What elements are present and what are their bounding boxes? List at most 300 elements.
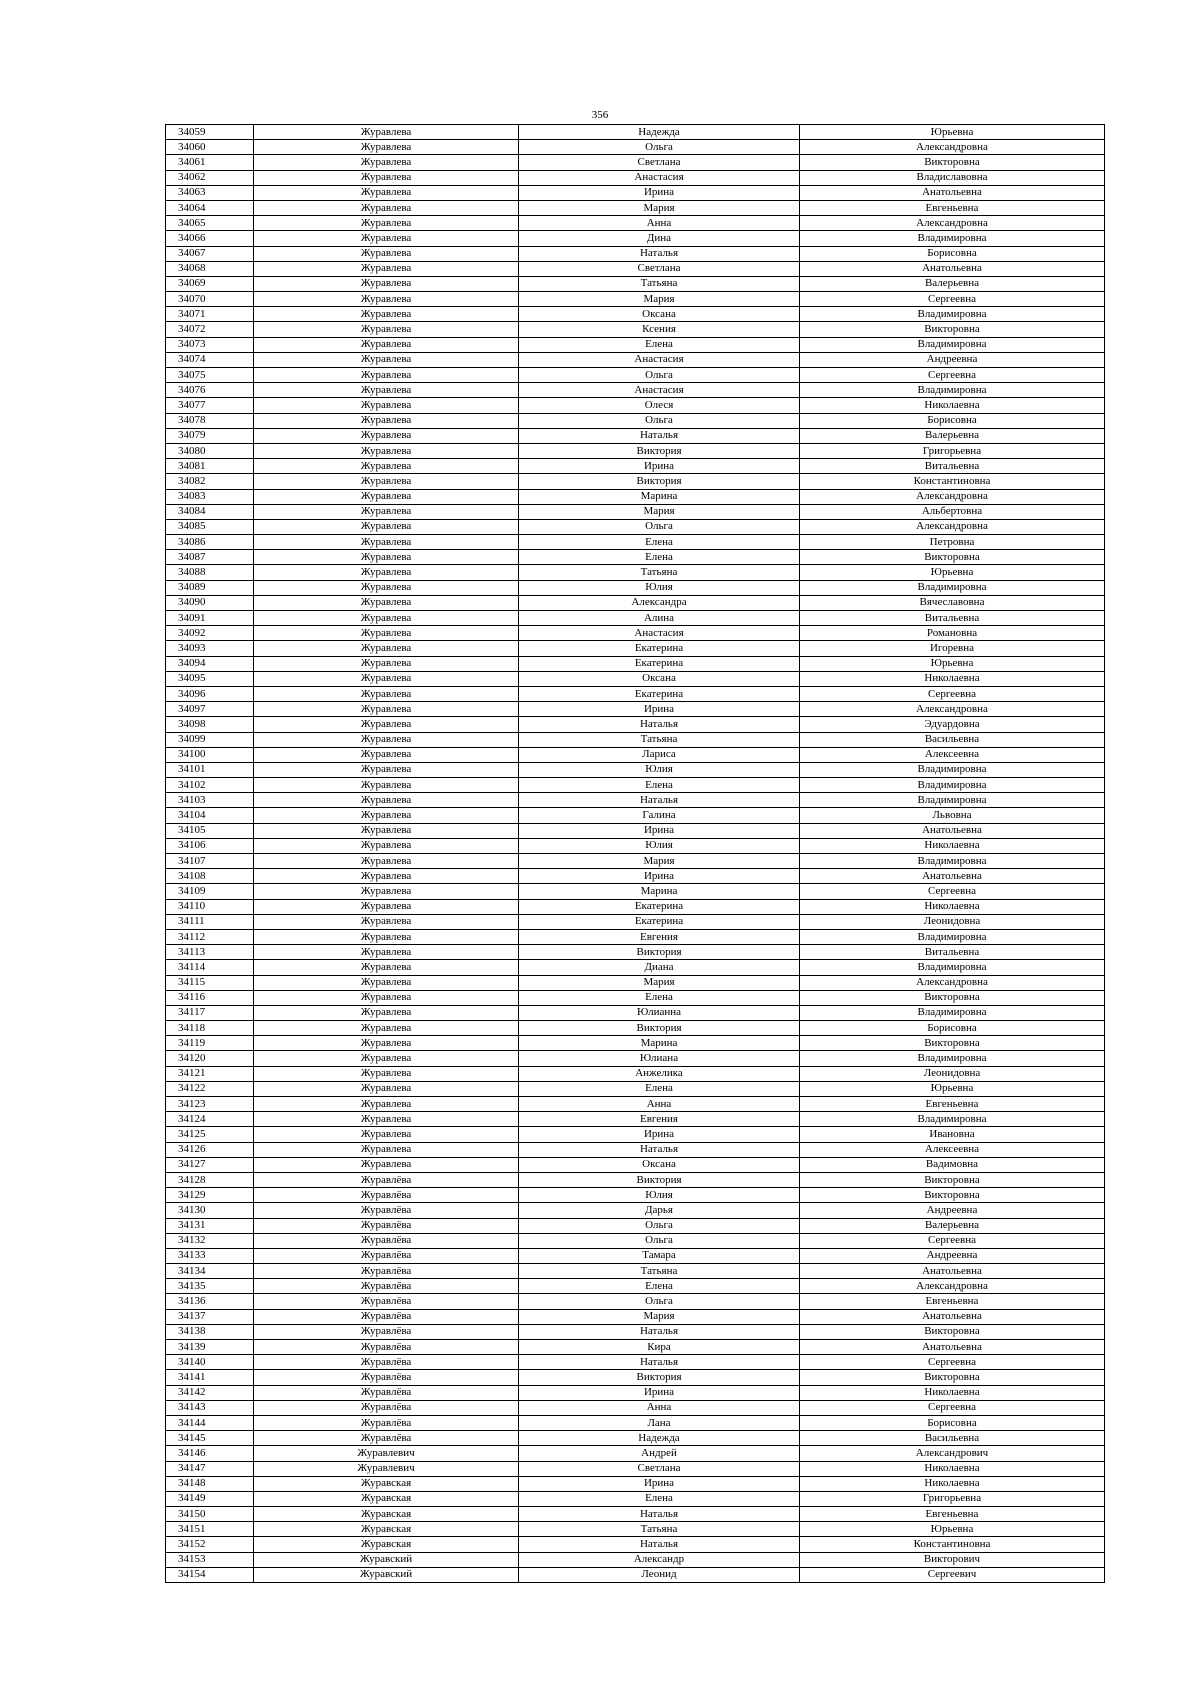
records-body	[166, 125, 1105, 1583]
surname-cell: Журавская	[254, 1476, 519, 1491]
patronymic-cell: Витальевна	[800, 459, 1105, 474]
patronymic-cell: Борисовна	[800, 413, 1105, 428]
table-row	[166, 626, 1105, 641]
first-name-cell: Юлианна	[519, 1005, 800, 1020]
surname-cell: Журавлева	[254, 884, 519, 899]
table-row	[166, 1021, 1105, 1036]
surname-cell: Журавская	[254, 1522, 519, 1537]
patronymic-cell: Леонидовна	[800, 1066, 1105, 1081]
table-row	[166, 732, 1105, 747]
patronymic-cell: Леонидовна	[800, 914, 1105, 929]
table-row	[166, 945, 1105, 960]
first-name-cell: Наталья	[519, 793, 800, 808]
record-number-cell: 34079	[166, 428, 254, 443]
first-name-cell: Татьяна	[519, 565, 800, 580]
surname-cell: Журавлёва	[254, 1400, 519, 1415]
surname-cell: Журавлёва	[254, 1415, 519, 1430]
surname-cell: Журавлева	[254, 550, 519, 565]
record-number-cell: 34065	[166, 216, 254, 231]
table-row	[166, 1476, 1105, 1491]
surname-cell: Журавлева	[254, 960, 519, 975]
table-row	[166, 535, 1105, 550]
table-row	[166, 383, 1105, 398]
surname-cell: Журавлева	[254, 383, 519, 398]
patronymic-cell: Николаевна	[800, 671, 1105, 686]
first-name-cell: Екатерина	[519, 656, 800, 671]
record-number-cell: 34070	[166, 292, 254, 307]
first-name-cell: Ольга	[519, 368, 800, 383]
surname-cell: Журавлёва	[254, 1203, 519, 1218]
table-row	[166, 231, 1105, 246]
patronymic-cell: Сергеевна	[800, 368, 1105, 383]
patronymic-cell: Сергеевна	[800, 884, 1105, 899]
table-row	[166, 762, 1105, 777]
first-name-cell: Марина	[519, 1036, 800, 1051]
record-number-cell: 34094	[166, 656, 254, 671]
patronymic-cell: Юрьевна	[800, 1081, 1105, 1096]
record-number-cell: 34117	[166, 1005, 254, 1020]
first-name-cell: Евгения	[519, 929, 800, 944]
surname-cell: Журавлёва	[254, 1324, 519, 1339]
first-name-cell: Надежда	[519, 1431, 800, 1446]
table-row	[166, 565, 1105, 580]
first-name-cell: Евгения	[519, 1112, 800, 1127]
record-number-cell: 34136	[166, 1294, 254, 1309]
surname-cell: Журавлева	[254, 1051, 519, 1066]
surname-cell: Журавлева	[254, 611, 519, 626]
table-row	[166, 428, 1105, 443]
surname-cell: Журавлева	[254, 945, 519, 960]
patronymic-cell: Валерьевна	[800, 428, 1105, 443]
record-number-cell: 34137	[166, 1309, 254, 1324]
patronymic-cell: Викторовна	[800, 1172, 1105, 1187]
surname-cell: Журавлева	[254, 793, 519, 808]
surname-cell: Журавлева	[254, 1005, 519, 1020]
record-number-cell: 34132	[166, 1233, 254, 1248]
first-name-cell: Оксана	[519, 671, 800, 686]
surname-cell: Журавлёва	[254, 1340, 519, 1355]
patronymic-cell: Владимировна	[800, 1112, 1105, 1127]
record-number-cell: 34120	[166, 1051, 254, 1066]
surname-cell: Журавлева	[254, 246, 519, 261]
record-number-cell: 34142	[166, 1385, 254, 1400]
table-row	[166, 990, 1105, 1005]
first-name-cell: Ольга	[519, 1294, 800, 1309]
first-name-cell: Алина	[519, 611, 800, 626]
first-name-cell: Анастасия	[519, 383, 800, 398]
record-number-cell: 34128	[166, 1172, 254, 1187]
table-row	[166, 580, 1105, 595]
first-name-cell: Ольга	[519, 519, 800, 534]
surname-cell: Журавлева	[254, 489, 519, 504]
table-row	[166, 1431, 1105, 1446]
surname-cell: Журавлева	[254, 595, 519, 610]
first-name-cell: Оксана	[519, 1157, 800, 1172]
patronymic-cell: Николаевна	[800, 398, 1105, 413]
record-number-cell: 34101	[166, 762, 254, 777]
surname-cell: Журавлева	[254, 1112, 519, 1127]
record-number-cell: 34123	[166, 1097, 254, 1112]
first-name-cell: Ольга	[519, 1218, 800, 1233]
surname-cell: Журавлева	[254, 1142, 519, 1157]
table-row	[166, 869, 1105, 884]
record-number-cell: 34129	[166, 1188, 254, 1203]
surname-cell: Журавлева	[254, 292, 519, 307]
record-number-cell: 34125	[166, 1127, 254, 1142]
record-number-cell: 34067	[166, 246, 254, 261]
patronymic-cell: Андреевна	[800, 352, 1105, 367]
record-number-cell: 34147	[166, 1461, 254, 1476]
first-name-cell: Анастасия	[519, 170, 800, 185]
record-number-cell: 34116	[166, 990, 254, 1005]
table-row	[166, 1537, 1105, 1552]
surname-cell: Журавлева	[254, 717, 519, 732]
table-row	[166, 686, 1105, 701]
first-name-cell: Оксана	[519, 307, 800, 322]
record-number-cell: 34152	[166, 1537, 254, 1552]
patronymic-cell: Александровна	[800, 1279, 1105, 1294]
patronymic-cell: Николаевна	[800, 1385, 1105, 1400]
patronymic-cell: Викторовна	[800, 322, 1105, 337]
surname-cell: Журавлева	[254, 702, 519, 717]
record-number-cell: 34121	[166, 1066, 254, 1081]
table-row	[166, 125, 1105, 140]
surname-cell: Журавский	[254, 1552, 519, 1567]
patronymic-cell: Вячеславовна	[800, 595, 1105, 610]
patronymic-cell: Александровна	[800, 140, 1105, 155]
table-row	[166, 838, 1105, 853]
surname-cell: Журавский	[254, 1567, 519, 1582]
table-row	[166, 443, 1105, 458]
surname-cell: Журавлева	[254, 747, 519, 762]
surname-cell: Журавлева	[254, 1127, 519, 1142]
record-number-cell: 34114	[166, 960, 254, 975]
surname-cell: Журавлева	[254, 428, 519, 443]
surname-cell: Журавлева	[254, 778, 519, 793]
first-name-cell: Мария	[519, 854, 800, 869]
first-name-cell: Анжелика	[519, 1066, 800, 1081]
record-number-cell: 34135	[166, 1279, 254, 1294]
record-number-cell: 34100	[166, 747, 254, 762]
patronymic-cell: Александровна	[800, 489, 1105, 504]
table-row	[166, 1172, 1105, 1187]
table-row	[166, 793, 1105, 808]
record-number-cell: 34154	[166, 1567, 254, 1582]
first-name-cell: Мария	[519, 504, 800, 519]
surname-cell: Журавлева	[254, 732, 519, 747]
patronymic-cell: Анатольевна	[800, 185, 1105, 200]
table-row	[166, 504, 1105, 519]
patronymic-cell: Анатольевна	[800, 823, 1105, 838]
first-name-cell: Татьяна	[519, 276, 800, 291]
record-number-cell: 34074	[166, 352, 254, 367]
surname-cell: Журавлева	[254, 459, 519, 474]
record-number-cell: 34134	[166, 1264, 254, 1279]
record-number-cell: 34115	[166, 975, 254, 990]
record-number-cell: 34099	[166, 732, 254, 747]
table-row	[166, 185, 1105, 200]
surname-cell: Журавлева	[254, 565, 519, 580]
surname-cell: Журавлёва	[254, 1248, 519, 1263]
patronymic-cell: Юрьевна	[800, 1522, 1105, 1537]
table-row	[166, 1157, 1105, 1172]
patronymic-cell: Владимировна	[800, 383, 1105, 398]
patronymic-cell: Николаевна	[800, 899, 1105, 914]
surname-cell: Журавлёва	[254, 1385, 519, 1400]
first-name-cell: Дина	[519, 231, 800, 246]
first-name-cell: Надежда	[519, 125, 800, 140]
surname-cell: Журавлева	[254, 808, 519, 823]
first-name-cell: Марина	[519, 489, 800, 504]
table-row	[166, 200, 1105, 215]
patronymic-cell: Владимировна	[800, 580, 1105, 595]
table-row	[166, 671, 1105, 686]
record-number-cell: 34072	[166, 322, 254, 337]
first-name-cell: Лана	[519, 1415, 800, 1430]
patronymic-cell: Ивановна	[800, 1127, 1105, 1142]
first-name-cell: Мария	[519, 292, 800, 307]
record-number-cell: 34107	[166, 854, 254, 869]
table-row	[166, 1264, 1105, 1279]
first-name-cell: Анна	[519, 216, 800, 231]
first-name-cell: Кира	[519, 1340, 800, 1355]
first-name-cell: Анна	[519, 1400, 800, 1415]
table-row	[166, 368, 1105, 383]
record-number-cell: 34124	[166, 1112, 254, 1127]
patronymic-cell: Сергеевна	[800, 1355, 1105, 1370]
surname-cell: Журавлёва	[254, 1188, 519, 1203]
patronymic-cell: Андреевна	[800, 1248, 1105, 1263]
patronymic-cell: Николаевна	[800, 1476, 1105, 1491]
first-name-cell: Татьяна	[519, 1522, 800, 1537]
patronymic-cell: Юрьевна	[800, 656, 1105, 671]
first-name-cell: Александра	[519, 595, 800, 610]
table-row	[166, 747, 1105, 762]
table-row	[166, 1294, 1105, 1309]
table-row	[166, 595, 1105, 610]
table-row	[166, 1188, 1105, 1203]
first-name-cell: Ирина	[519, 702, 800, 717]
patronymic-cell: Григорьевна	[800, 443, 1105, 458]
patronymic-cell: Александровна	[800, 519, 1105, 534]
patronymic-cell: Викторович	[800, 1552, 1105, 1567]
surname-cell: Журавлёва	[254, 1294, 519, 1309]
table-row	[166, 1309, 1105, 1324]
record-number-cell: 34092	[166, 626, 254, 641]
surname-cell: Журавлева	[254, 975, 519, 990]
first-name-cell: Наталья	[519, 1537, 800, 1552]
surname-cell: Журавлева	[254, 1081, 519, 1096]
record-number-cell: 34075	[166, 368, 254, 383]
patronymic-cell: Сергеевна	[800, 686, 1105, 701]
patronymic-cell: Сергеевна	[800, 292, 1105, 307]
patronymic-cell: Александрович	[800, 1446, 1105, 1461]
surname-cell: Журавлева	[254, 185, 519, 200]
record-number-cell: 34084	[166, 504, 254, 519]
record-number-cell: 34089	[166, 580, 254, 595]
table-row	[166, 975, 1105, 990]
table-row	[166, 1112, 1105, 1127]
table-row	[166, 170, 1105, 185]
surname-cell: Журавлева	[254, 914, 519, 929]
surname-cell: Журавлева	[254, 838, 519, 853]
table-row	[166, 1552, 1105, 1567]
record-number-cell: 34064	[166, 200, 254, 215]
first-name-cell: Елена	[519, 1081, 800, 1096]
patronymic-cell: Анатольевна	[800, 261, 1105, 276]
first-name-cell: Екатерина	[519, 641, 800, 656]
table-row	[166, 292, 1105, 307]
first-name-cell: Елена	[519, 990, 800, 1005]
table-row	[166, 717, 1105, 732]
table-row	[166, 1005, 1105, 1020]
patronymic-cell: Александровна	[800, 975, 1105, 990]
record-number-cell: 34078	[166, 413, 254, 428]
first-name-cell: Анастасия	[519, 626, 800, 641]
surname-cell: Журавлевич	[254, 1461, 519, 1476]
surname-cell: Журавлева	[254, 443, 519, 458]
record-number-cell: 34119	[166, 1036, 254, 1051]
first-name-cell: Виктория	[519, 474, 800, 489]
surname-cell: Журавлева	[254, 626, 519, 641]
patronymic-cell: Николаевна	[800, 1461, 1105, 1476]
first-name-cell: Лариса	[519, 747, 800, 762]
table-row	[166, 1233, 1105, 1248]
record-number-cell: 34146	[166, 1446, 254, 1461]
patronymic-cell: Евгеньевна	[800, 200, 1105, 215]
first-name-cell: Юлия	[519, 580, 800, 595]
record-number-cell: 34098	[166, 717, 254, 732]
patronymic-cell: Сергеевна	[800, 1233, 1105, 1248]
table-row	[166, 1340, 1105, 1355]
record-number-cell: 34090	[166, 595, 254, 610]
first-name-cell: Наталья	[519, 717, 800, 732]
first-name-cell: Ольга	[519, 140, 800, 155]
first-name-cell: Татьяна	[519, 732, 800, 747]
first-name-cell: Светлана	[519, 261, 800, 276]
patronymic-cell: Владимировна	[800, 960, 1105, 975]
first-name-cell: Юлия	[519, 1188, 800, 1203]
patronymic-cell: Викторовна	[800, 1188, 1105, 1203]
table-row	[166, 1355, 1105, 1370]
patronymic-cell: Викторовна	[800, 1036, 1105, 1051]
patronymic-cell: Валерьевна	[800, 276, 1105, 291]
surname-cell: Журавская	[254, 1537, 519, 1552]
first-name-cell: Наталья	[519, 1507, 800, 1522]
first-name-cell: Елена	[519, 778, 800, 793]
record-number-cell: 34077	[166, 398, 254, 413]
patronymic-cell: Владимировна	[800, 854, 1105, 869]
surname-cell: Журавлевич	[254, 1446, 519, 1461]
table-row	[166, 854, 1105, 869]
table-row	[166, 1446, 1105, 1461]
patronymic-cell: Евгеньевна	[800, 1507, 1105, 1522]
first-name-cell: Мария	[519, 975, 800, 990]
table-row	[166, 459, 1105, 474]
table-row	[166, 398, 1105, 413]
table-row	[166, 1036, 1105, 1051]
table-row	[166, 1203, 1105, 1218]
surname-cell: Журавлева	[254, 200, 519, 215]
record-number-cell: 34085	[166, 519, 254, 534]
record-number-cell: 34104	[166, 808, 254, 823]
record-number-cell: 34106	[166, 838, 254, 853]
table-row	[166, 413, 1105, 428]
record-number-cell: 34093	[166, 641, 254, 656]
record-number-cell: 34063	[166, 185, 254, 200]
surname-cell: Журавлева	[254, 580, 519, 595]
first-name-cell: Ирина	[519, 185, 800, 200]
first-name-cell: Юлия	[519, 838, 800, 853]
record-number-cell: 34138	[166, 1324, 254, 1339]
surname-cell: Журавлёва	[254, 1355, 519, 1370]
patronymic-cell: Викторовна	[800, 155, 1105, 170]
record-number-cell: 34110	[166, 899, 254, 914]
surname-cell: Журавлева	[254, 762, 519, 777]
surname-cell: Журавлёва	[254, 1264, 519, 1279]
record-number-cell: 34118	[166, 1021, 254, 1036]
first-name-cell: Ксения	[519, 322, 800, 337]
patronymic-cell: Александровна	[800, 702, 1105, 717]
table-row	[166, 1279, 1105, 1294]
record-number-cell: 34109	[166, 884, 254, 899]
patronymic-cell: Анатольевна	[800, 1264, 1105, 1279]
record-number-cell: 34102	[166, 778, 254, 793]
record-number-cell: 34143	[166, 1400, 254, 1415]
record-number-cell: 34068	[166, 261, 254, 276]
surname-cell: Журавлева	[254, 519, 519, 534]
first-name-cell: Ирина	[519, 1385, 800, 1400]
record-number-cell: 34126	[166, 1142, 254, 1157]
surname-cell: Журавлёва	[254, 1279, 519, 1294]
patronymic-cell: Романовна	[800, 626, 1105, 641]
record-number-cell: 34059	[166, 125, 254, 140]
record-number-cell: 34145	[166, 1431, 254, 1446]
record-number-cell: 34151	[166, 1522, 254, 1537]
table-row	[166, 322, 1105, 337]
record-number-cell: 34139	[166, 1340, 254, 1355]
record-number-cell: 34081	[166, 459, 254, 474]
record-number-cell: 34073	[166, 337, 254, 352]
first-name-cell: Елена	[519, 550, 800, 565]
table-row	[166, 307, 1105, 322]
patronymic-cell: Владиславовна	[800, 170, 1105, 185]
patronymic-cell: Витальевна	[800, 945, 1105, 960]
patronymic-cell: Евгеньевна	[800, 1097, 1105, 1112]
first-name-cell: Светлана	[519, 155, 800, 170]
table-row	[166, 1507, 1105, 1522]
table-row	[166, 1567, 1105, 1582]
table-row	[166, 550, 1105, 565]
record-number-cell: 34095	[166, 671, 254, 686]
record-number-cell: 34103	[166, 793, 254, 808]
surname-cell: Журавлева	[254, 854, 519, 869]
patronymic-cell: Сергеевич	[800, 1567, 1105, 1582]
table-row	[166, 1127, 1105, 1142]
table-row	[166, 702, 1105, 717]
first-name-cell: Екатерина	[519, 686, 800, 701]
record-number-cell: 34141	[166, 1370, 254, 1385]
patronymic-cell: Викторовна	[800, 550, 1105, 565]
first-name-cell: Екатерина	[519, 914, 800, 929]
table-row	[166, 1491, 1105, 1506]
first-name-cell: Галина	[519, 808, 800, 823]
record-number-cell: 34148	[166, 1476, 254, 1491]
record-number-cell: 34153	[166, 1552, 254, 1567]
patronymic-cell: Владимировна	[800, 762, 1105, 777]
table-row	[166, 276, 1105, 291]
record-number-cell: 34130	[166, 1203, 254, 1218]
